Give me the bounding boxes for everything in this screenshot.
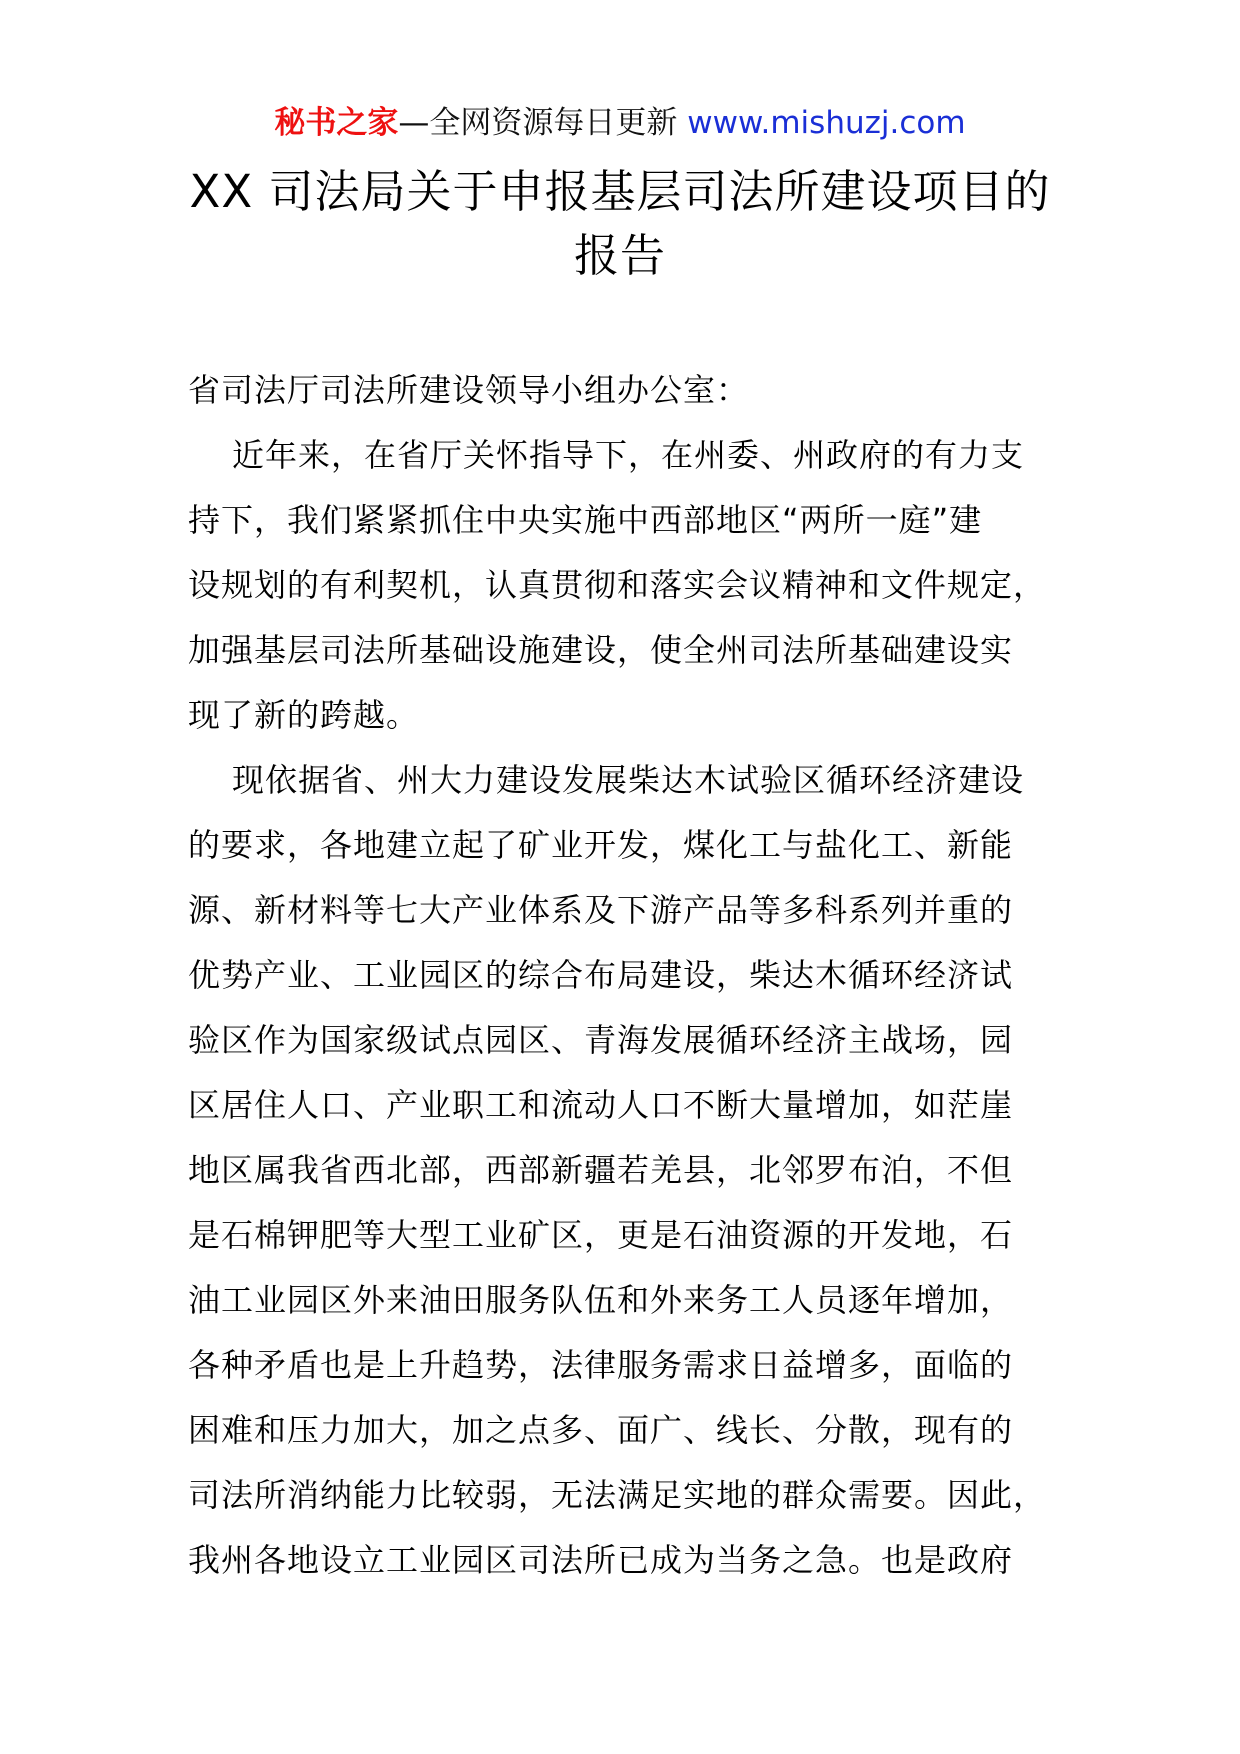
title-line: 报告 (573, 229, 666, 282)
paragraph-line: 设规划的有利契机，认真贯彻和落实会议精神和文件规定， (188, 566, 1047, 604)
salutation: 省司法厅司法所建设领导小组办公室： (188, 371, 750, 409)
paragraph-line: 持下，我们紧紧抓住中央实施中西部地区“两所一庭”建 (188, 501, 983, 539)
banner-brand: 秘书之家 (274, 105, 399, 141)
paragraph-line: 司法所消纳能力比较弱，无法满足实地的群众需要。因此， (188, 1476, 1047, 1514)
banner-url-link[interactable]: www.mishuzj.com (687, 105, 966, 141)
paragraph-line: 近年来，在省厅关怀指导下，在州委、州政府的有力支 (232, 436, 1025, 474)
paragraph-line: 现依据省、州大力建设发展柴达木试验区循环经济建设 (232, 761, 1025, 799)
document-title (150, 160, 1090, 288)
paragraph-line: 各种矛盾也是上升趋势，法律服务需求日益增多，面临的 (188, 1346, 1014, 1384)
paragraph-line: 源、新材料等七大产业体系及下游产品等多科系列并重的 (188, 891, 1014, 929)
paragraph-line: 验区作为国家级试点园区、青海发展循环经济主战场，园 (188, 1021, 1014, 1059)
paragraph-line: 困难和压力加大，加之点多、面广、线长、分散，现有的 (188, 1411, 1014, 1449)
paragraph-line: 我州各地设立工业园区司法所已成为当务之急。也是政府 (188, 1541, 1014, 1579)
paragraph-line: 区居住人口、产业职工和流动人口不断大量增加，如茫崖 (188, 1086, 1014, 1124)
paragraph-1 (188, 423, 1068, 748)
document-body (188, 358, 1068, 1593)
banner-slogan: —全网资源每日更新 (398, 105, 678, 141)
paragraph-line: 优势产业、工业园区的综合布局建设，柴达木循环经济试 (188, 956, 1014, 994)
paragraph-line: 现了新的跨越。 (188, 696, 420, 734)
title-line: XX 司法局关于申报基层司法所建设项目的 (189, 165, 1051, 218)
paragraph-line: 是石棉钾肥等大型工业矿区，更是石油资源的开发地，石 (188, 1216, 1014, 1254)
site-banner (0, 103, 1240, 143)
paragraph-line: 地区属我省西北部，西部新疆若羌县，北邻罗布泊，不但 (188, 1151, 1014, 1189)
paragraph-line: 的要求，各地建立起了矿业开发，煤化工与盐化工、新能 (188, 826, 1014, 864)
paragraph-line: 加强基层司法所基础设施建设，使全州司法所基础建设实 (188, 631, 1014, 669)
paragraph-2 (188, 748, 1068, 1593)
paragraph-line: 油工业园区外来油田服务队伍和外来务工人员逐年增加， (188, 1281, 1014, 1319)
